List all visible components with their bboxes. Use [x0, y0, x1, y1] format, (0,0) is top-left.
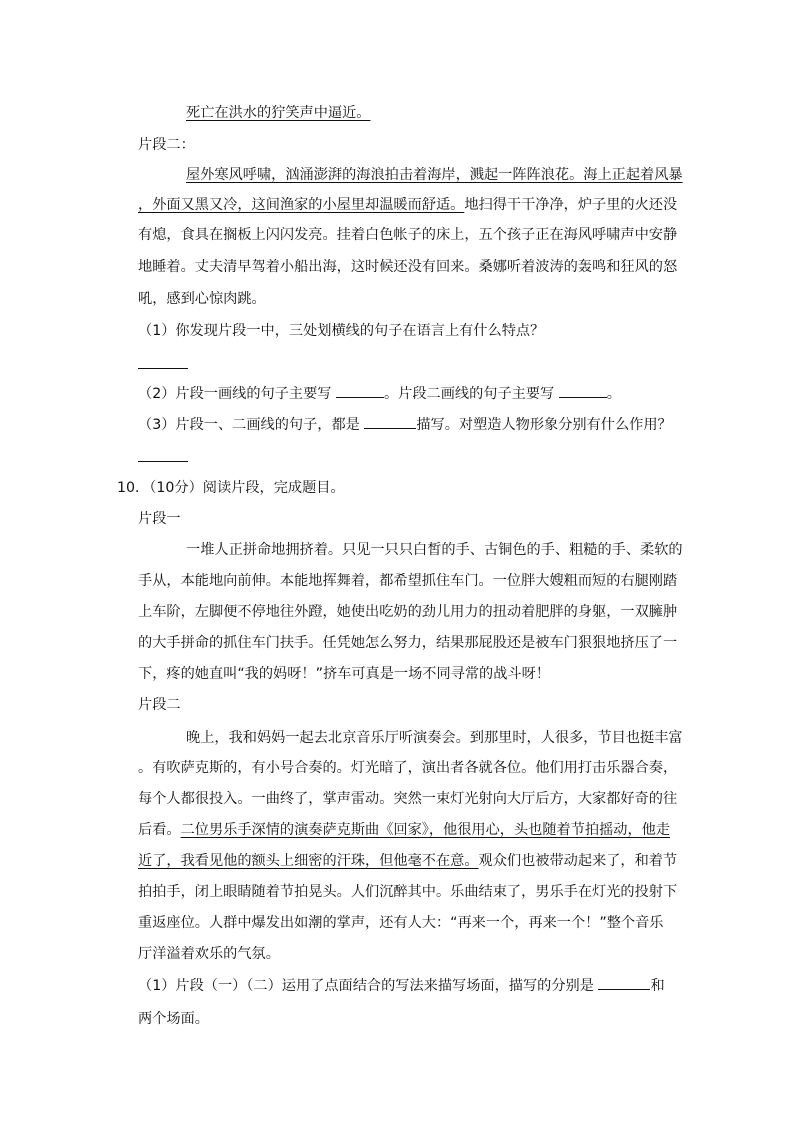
- question-10-1: [138, 975, 665, 996]
- question-text: 描写。对塑造人物形象分别有什么作用？: [416, 417, 672, 433]
- passage-line: [138, 851, 677, 871]
- passage-line: [138, 195, 677, 215]
- question-text: 。片段二画线的句子主要写: [383, 386, 555, 402]
- passage-line: 死亡在洪水的狞笑声中逼近。: [186, 105, 371, 121]
- passage-line: 下，疼的她直叫“我的妈呀！”挤车可真是一场不同寻常的战斗呀！: [138, 666, 550, 682]
- underlined-sentence: ，外面又黑又冷，这间渔家的小屋里却温暖而舒适。: [138, 197, 465, 213]
- segment-label: 片段二: [138, 697, 181, 713]
- question-text: （3）片段一、二画线的句子，都是: [138, 417, 360, 433]
- passage-line: 晚上，我和妈妈一起去北京音乐厅听演奏会。到那里时，人很多，节目也挺丰富: [186, 730, 683, 746]
- passage-line: 手从，本能地向前伸。本能地挥舞着，都希望抓住车门。一位胖大嫂粗而短的右腿刚踏: [138, 573, 678, 589]
- segment-label: 片段二：: [138, 137, 195, 153]
- passage-line: 。有吹萨克斯的，有小号合奏的。灯光暗了，演出者各就各位。他们用打击乐器合奏，: [138, 760, 678, 776]
- answer-blank[interactable]: [598, 975, 650, 990]
- passage-text: 后看。: [138, 822, 181, 838]
- passage-line: 重返座位。人群中爆发出如潮的掌声，还有人大：“再来一个，再来一个！”整个音乐: [138, 915, 664, 931]
- passage-line: [138, 820, 670, 840]
- question-1: （1）你发现片段一中，三处划横线的句子在语言上有什么特点？: [138, 323, 545, 339]
- question-3: [138, 414, 672, 435]
- answer-blank[interactable]: [138, 368, 188, 369]
- answer-blank[interactable]: [138, 461, 188, 462]
- question-text: 。: [606, 386, 621, 402]
- underlined-sentence: 二位男乐手深情的演奏萨克斯曲《回家》，他很用心，头也随着节拍摇动，他走: [180, 822, 671, 838]
- underlined-sentence: 近了，我看见他的额头上细密的汗珠，但他毫不在意。: [138, 853, 479, 869]
- passage-line: 厅洋溢着欢乐的气氛。: [138, 946, 280, 962]
- question-text: （1）片段（一）（二）运用了点面结合的写法来描写场面，描写的分别是: [138, 978, 594, 994]
- answer-blank[interactable]: [559, 383, 607, 398]
- answer-blank[interactable]: [364, 414, 416, 429]
- answer-blank[interactable]: [336, 383, 384, 398]
- passage-line: 上车阶，左脚便不停地往外蹬，她使出吃奶的劲儿用力的扭动着肥胖的身躯，一双臃肿: [138, 604, 678, 620]
- question-text: （2）片段一画线的句子主要写: [138, 386, 332, 402]
- question-10-1-cont: 两个场面。: [138, 1011, 209, 1027]
- passage-line-underlined: 屋外寒风呼啸，汹涌澎湃的海浪拍击着海岸，溅起一阵阵浪花。海上正起着风暴: [186, 167, 683, 183]
- passage-line: 地睡着。丈夫清早驾着小船出海，这时候还没有回来。桑娜听着波涛的轰鸣和狂风的怒: [138, 259, 678, 275]
- question-text: 和: [650, 978, 665, 994]
- passage-line: 吼，感到心惊肉跳。: [138, 291, 266, 307]
- question-2: [138, 383, 621, 404]
- passage-line: 拍拍手，闭上眼睛随着节拍晃头。人们沉醉其中。乐曲结束了，男乐手在灯光的投射下: [138, 884, 678, 900]
- question-10-title: 10．（10分）阅读片段，完成题目。: [117, 480, 345, 496]
- passage-line: 的大手拼命的抓住车门扶手。任凭她怎么努力，结果那屁股还是被车门狠狠地挤压了一: [138, 635, 678, 651]
- passage-text: 观众们也被带动起来了，和着节: [478, 853, 678, 869]
- segment-label: 片段一: [138, 511, 181, 527]
- passage-line: 一堆人正拼命地拥挤着。只见一只只白皙的手、古铜色的手、粗糙的手、柔软的: [186, 542, 683, 558]
- passage-text: 地扫得干干净净，炉子里的火还没: [464, 197, 678, 213]
- passage-line: 有熄，食具在搁板上闪闪发亮。挂着白色帐子的床上，五个孩子正在海风呼啸声中安静: [138, 227, 678, 243]
- passage-line: 每个人都很投入。一曲终了，掌声雷动。突然一束灯光射向大厅后方，大家都好奇的往: [138, 791, 678, 807]
